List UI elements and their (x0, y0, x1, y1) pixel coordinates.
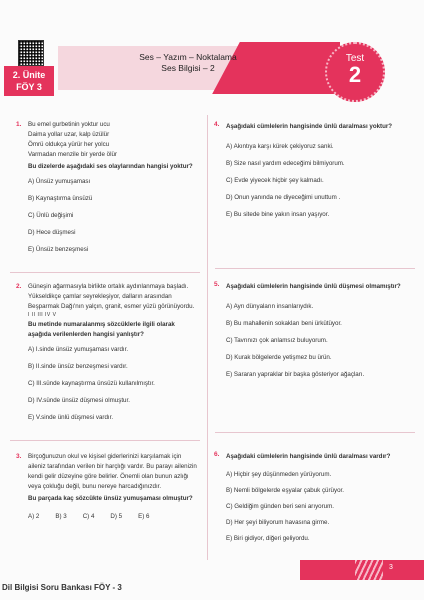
question-text: Bu emel gurbetinin yoktur ucu Daima yollar uzar, kalp üzülür Ömrü oldukça yürür her yolcu Varmadan menzile bir yerde ölür (28, 121, 117, 158)
column-divider (207, 115, 208, 560)
option-e[interactable]: E) Biri gidiyor, diğeri geliyordu. (226, 535, 310, 542)
divider-line (10, 440, 200, 441)
book-title: Dil Bilgisi Soru Bankası FÖY - 3 (2, 583, 122, 592)
footer-stripes (355, 560, 383, 580)
word-markers: I II III IV V (28, 312, 57, 318)
option-a[interactable]: A) Akıntıya karşı kürek çekiyoruz sanki. (226, 143, 334, 150)
option-d[interactable]: D) Her şeyi biliyorum havasına girme. (226, 519, 330, 526)
option-a[interactable]: A) 2 (28, 513, 40, 520)
question-prompt: Bu metinde numaralanmış sözcüklerle ilgili olarak aşağıda verilenlerden hangisi yanlıştır? (28, 321, 175, 338)
option-e[interactable]: E) V.sinde ünlü düşmesi vardır. (28, 414, 114, 421)
unit-badge (4, 66, 54, 96)
option-c[interactable]: C) 4 (82, 513, 95, 520)
question-prompt: Bu parçada kaç sözcükte ünsüz yumuşaması olmuştur? (28, 495, 193, 502)
page-title: Ses – Yazım – Noktalama Ses Bilgisi – 2 (139, 52, 237, 73)
option-b[interactable]: B) 3 (55, 513, 67, 520)
option-a[interactable]: A) I.sinde ünsüz yumuşaması vardır. (28, 346, 129, 353)
option-e[interactable]: E) 6 (138, 513, 150, 520)
test-number: 2 (348, 62, 362, 87)
unit-label: 2. Ünite (12, 70, 46, 80)
option-b[interactable]: B) Size nasıl yardım edeceğimi bilmiyorum. (226, 160, 345, 167)
option-c[interactable]: C) Evde yiyecek hiçbir şey kalmadı. (226, 177, 324, 184)
option-e[interactable]: E) Bu sitede bine yakın insan yaşıyor. (226, 211, 330, 218)
option-c[interactable]: C) Ünlü değişimi (28, 212, 74, 219)
option-d[interactable]: D) Hece düşmesi (28, 229, 76, 236)
divider-line (10, 272, 200, 273)
question-prompt: Aşağıdaki cümlelerin hangisinde ünlü düşmesi olmamıştır? (226, 283, 401, 290)
question-5: 5. Aşağıdaki cümlelerin hangisinde ünlü düşmesi olmamıştır? A) Ayrı dünyaların insanlarıydık. B) Bu mahallenin sokakları beni ürkütüyor. C) Tavrınızı çok anlamsız buluyorum. D) Kurak bölgelerde yetişmez bu ürün. E) Sararan yapraklar bir başka gösteriyor ağaçları. (226, 280, 406, 387)
option-a[interactable]: A) Ünsüz yumuşaması (28, 178, 91, 185)
option-a[interactable]: A) Hiçbir şey düşünmeden yürüyorum. (226, 471, 332, 478)
test-label: Test (345, 53, 365, 64)
question-2: 2. Güneşin ağarmasıyla birlikte ortalık aydınlanmaya başladı. Yükseldikçe çamlar seyrekleşiyor, dalların arasından Beşparmak Dağı'nın yalçın, granit, esmer yüzü görünüyordu. I II III IV V Bu metinde numaralanmış sözcüklerle ilgili olarak aşağıda verilenlerden hangisi yanlıştır? A) I.sinde ünsüz yumuşaması vardır. B) II.sinde ünsüz benzeşmesi vardır. C) III.sünde kaynaştırma ünsüzü kullanılmıştır. D) IV.sünde ünsüz düşmesi olmuştur. E) V.sinde ünlü düşmesi vardır. (28, 282, 198, 430)
question-3: 3. Birçoğunuzun okul ve kişisel giderlerinizi karşılamak için aileniz tarafından verilen bir harçlığı vardır. Bu parayı ailenizin kendi gelir düzeyine göre belirler. Önemli olan bunun azlığı veya çokluğu değil, bunu nereye harcadığınızdır. Bu parçada kaç sözcükte ünsüz yumuşaması olmuştur? A) 2 B) 3 C) 4 D) 5 E) 6 (16, 453, 197, 520)
option-e[interactable]: E) Sararan yapraklar bir başka gösteriyor ağaçları. (226, 371, 365, 378)
divider-line (215, 432, 415, 433)
option-c[interactable]: C) Geldiğim günden beri seni arıyorum. (226, 503, 334, 510)
question-text: Güneşin ağarmasıyla birlikte ortalık aydınlanmaya başladı. Yükseldikçe çamlar seyrekleşiyor, dalların arasından Beşparmak Dağı'nın yalçın, granit, esmer yüzü görünüyordu. (28, 283, 195, 310)
question-prompt: Aşağıdaki cümlelerin hangisinde ünlü daralması yoktur? (226, 123, 393, 130)
question-4: 4. Aşağıdaki cümlelerin hangisinde ünlü daralması yoktur? A) Akıntıya karşı kürek çekiyoruz sanki. B) Size nasıl yardım edeceğimi bilmiyorum. C) Evde yiyecek hiçbir şey kalmadı. D) Onun yanında ne diyeceğimi unuttum . E) Bu sitede bine yakın insan yaşıyor. (226, 120, 406, 227)
option-d[interactable]: D) IV.sünde ünsüz düşmesi olmuştur. (28, 397, 130, 404)
foy-label: FÖY 3 (16, 82, 42, 92)
option-e[interactable]: E) Ünsüz benzeşmesi (28, 246, 89, 253)
question-prompt: Aşağıdaki cümlelerin hangisinde ünlü daralması vardır? (226, 453, 391, 460)
question-1: 1. Bu emel gurbetinin yoktur ucu Daima yollar uzar, kalp üzülür Ömrü oldukça yürür her yolcu Varmadan menzile bir yerde ölür Bu dizelerde aşağıdaki ses olaylarından hangisi yoktur? A) Ünsüz yumuşaması B) Kaynaştırma ünsüzü C) Ünlü değişimi D) Hece düşmesi E) Ünsüz benzeşmesi (28, 120, 198, 262)
question-text: Birçoğunuzun okul ve kişisel giderlerinizi karşılamak için aileniz tarafından verilen bir harçlığı vardır. Bu parayı ailenizin kendi gelir düzeyine göre belirler. Önemli olan bunun azlığı veya çokluğu değil, bunu nereye harcadığınızdır. (28, 453, 197, 490)
option-c[interactable]: C) Tavrınızı çok anlamsız buluyorum. (226, 337, 328, 344)
option-b[interactable]: B) Kaynaştırma ünsüzü (28, 195, 93, 202)
page-number: 3 (389, 564, 393, 571)
question-prompt: Bu dizelerde aşağıdaki ses olaylarından hangisi yoktur? (28, 163, 193, 170)
test-badge (325, 42, 385, 102)
option-b[interactable]: B) II.sinde ünsüz benzeşmesi vardır. (28, 363, 128, 370)
option-d[interactable]: D) Onun yanında ne diyeceğimi unuttum . (226, 194, 341, 201)
qr-code-icon[interactable] (18, 40, 44, 66)
option-d[interactable]: D) Kurak bölgelerde yetişmez bu ürün. (226, 354, 332, 361)
divider-line (215, 268, 415, 269)
option-b[interactable]: B) Nemli bölgelerde eşyalar çabuk çürüyor. (226, 487, 344, 494)
question-6: 6. Aşağıdaki cümlelerin hangisinde ünlü daralması vardır? A) Hiçbir şey düşünmeden yürüyorum. B) Nemli bölgelerde eşyalar çabuk çürüyor. C) Geldiğim günden beri seni arıyorum. D) Her şeyi biliyorum havasına girme. E) Biri gidiyor, diğeri geliyordu. (226, 450, 406, 550)
option-b[interactable]: B) Bu mahallenin sokakları beni ürkütüyor. (226, 320, 342, 327)
option-a[interactable]: A) Ayrı dünyaların insanlarıydık. (226, 303, 314, 310)
option-d[interactable]: D) 5 (110, 513, 123, 520)
option-c[interactable]: C) III.sünde kaynaştırma ünsüzü kullanılmıştır. (28, 380, 155, 387)
